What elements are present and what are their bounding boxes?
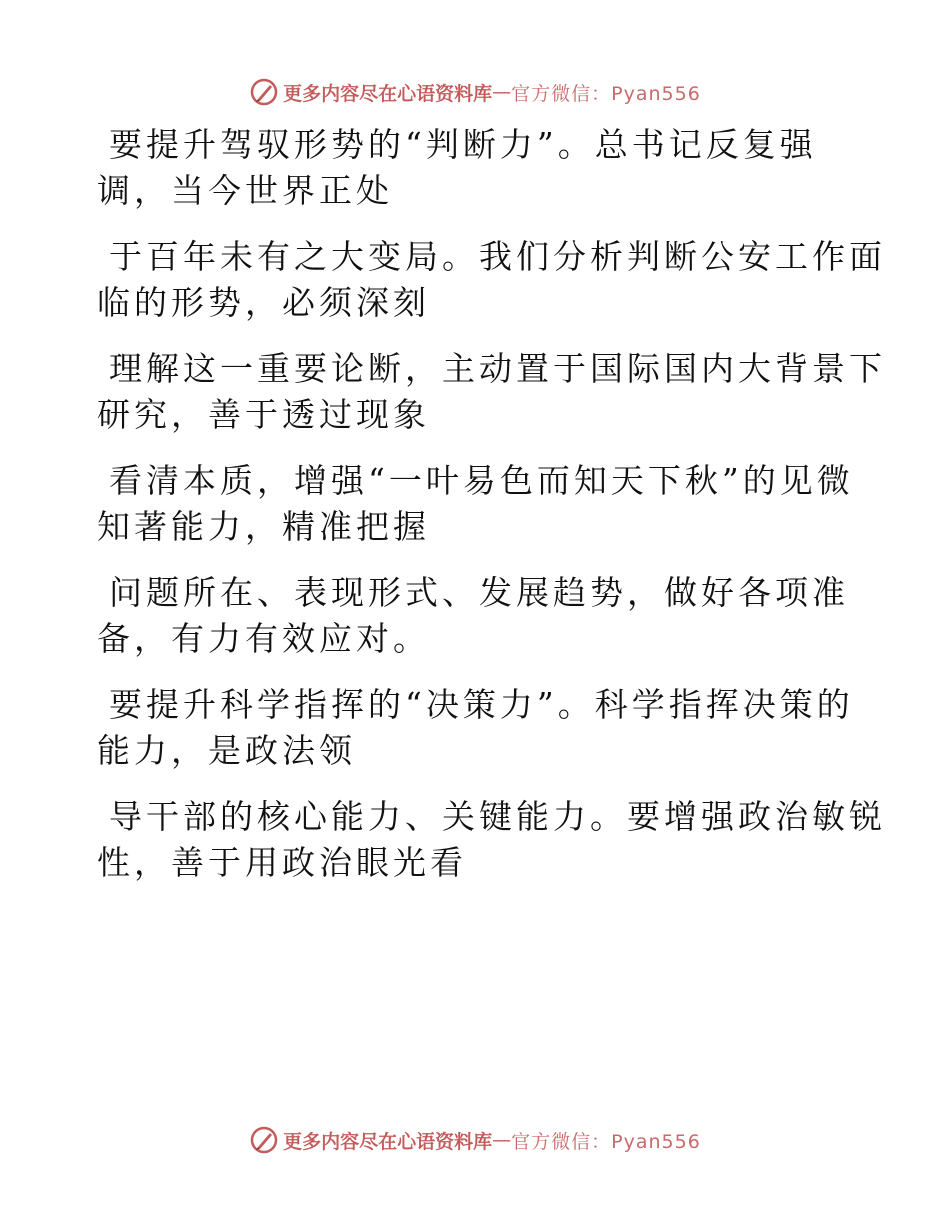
- paragraph-line: 理解这一重要论断，主动置于国际国内大背景下: [109, 349, 886, 388]
- quill-logo-icon: [249, 77, 279, 107]
- watermark-dash: —: [492, 1129, 512, 1151]
- paragraph: [97, 682, 854, 774]
- paragraph-line: 备，有力有效应对。: [97, 619, 430, 658]
- paragraph-line: 要提升驾驭形势的“判断力”。总书记反复强: [109, 125, 817, 164]
- paragraph-line: 性，善于用政治眼光看: [97, 843, 467, 882]
- quill-logo-icon: [249, 1125, 279, 1155]
- document-body: [97, 122, 886, 906]
- paragraph: [97, 794, 886, 886]
- watermark-contact: 官方微信：Pyan556: [511, 82, 701, 105]
- watermark-contact: 官方微信：Pyan556: [511, 1130, 701, 1153]
- paragraph: [97, 458, 854, 550]
- paragraph: [97, 122, 837, 214]
- paragraph-line: 要提升科学指挥的“决策力”。科学指挥决策的: [109, 685, 854, 724]
- footer-watermark: [0, 1120, 950, 1160]
- paragraph-line: 于百年未有之大变局。我们分析判断公安工作面: [109, 237, 886, 276]
- paragraph-line: 调，当今世界正处: [97, 171, 393, 210]
- watermark-brand: 更多内容尽在心语资料库: [283, 1130, 493, 1153]
- paragraph: [97, 234, 886, 326]
- paragraph-line: 研究，善于透过现象: [97, 395, 430, 434]
- paragraph-line: 导干部的核心能力、关键能力。要增强政治敏锐: [109, 797, 886, 836]
- paragraph-line: 临的形势，必须深刻: [97, 283, 430, 322]
- paragraph: [97, 346, 886, 438]
- paragraph-line: 看清本质，增强“一叶易色而知天下秋”的见微: [109, 461, 854, 500]
- paragraph: [97, 570, 849, 662]
- paragraph-line: 问题所在、表现形式、发展趋势，做好各项准: [109, 573, 849, 612]
- watermark-brand: 更多内容尽在心语资料库: [283, 82, 493, 105]
- header-watermark: [0, 72, 950, 112]
- paragraph-line: 能力，是政法领: [97, 731, 356, 770]
- paragraph-line: 知著能力，精准把握: [97, 507, 430, 546]
- watermark-dash: —: [492, 81, 512, 103]
